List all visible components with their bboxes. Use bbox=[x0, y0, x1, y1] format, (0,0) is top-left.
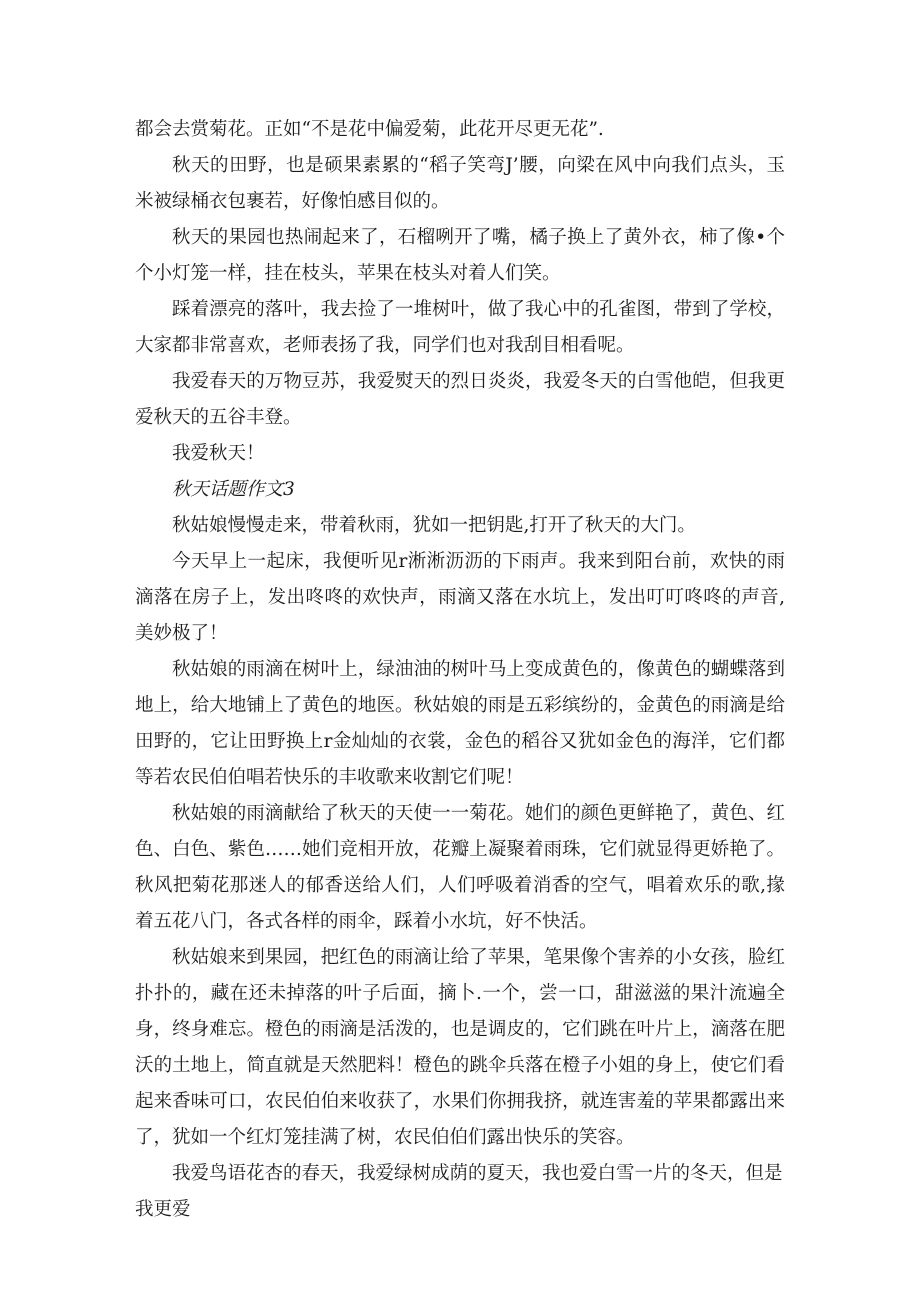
paragraph-i-love-autumn: 我爱秋天！ bbox=[172, 443, 265, 464]
paragraph-leaves: 踩着漂亮的落叶，我去捡了一堆树叶，做了我心中的孔雀图，带到了学校，大家都非常喜欢，老师表扬了我，同学们也对我刮目相看呢。 bbox=[135, 299, 785, 356]
paragraph-rain-on-leaves: 秋姑娘的雨滴在树叶上，绿油油的树叶马上变成黄色的，像黄色的蝴蝶落到地上，给大地铺上了黄色的地医。秋姑娘的雨是五彩缤纷的，金黄色的雨滴是给田野的，它让田野换上r金灿灿的衣裳，金色的稻谷又犹如金色的海洋，它们都等若农民伯伯唱若快乐的丰收歌来收割它们呢！ bbox=[135, 659, 785, 788]
paragraph-continuation: 都会去赏菊花。正如“不是花中偏爱菊，此花开尽更无花”. bbox=[135, 119, 604, 140]
paragraph-autumn-girl: 秋姑娘慢慢走来，带着秋雨，犹如一把钥匙,打开了秋天的大门。 bbox=[172, 515, 696, 536]
paragraph-morning-rain: 今天早上一起床，我便听见r淅淅沥沥的下雨声。我来到阳台前，欢快的雨滴落在房子上，发出咚咚的欢快声，雨滴又落在水坑上，发出叮叮咚咚的声音,美妙极了！ bbox=[135, 551, 785, 644]
paragraph-orchard: 秋天的果园也热闹起来了，石榴咧开了嘴，橘子换上了黄外衣，柿了像•个个小灯笼一样，挂在枝头，苹果在枝头对着人们笑。 bbox=[135, 227, 785, 284]
paragraph-chrysanthemum: 秋姑娘的雨滴献给了秋天的天使一一菊花。她们的颜色更鲜艳了，黄色、红色、白色、紫色……她们竞相开放，花瓣上凝聚着雨珠，它们就显得更娇艳了。秋风把菊花那迷人的郁香送给人们，人们呼吸着消香的空气，唱着欢乐的歌,掾着五花八门，各式各样的雨伞，踩着小水坑，好不快活。 bbox=[135, 803, 785, 932]
paragraph-closing: 我爱鸟语花杏的春天，我爱绿树成荫的夏天，我也爱白雪一片的冬天，但是我更爱 bbox=[135, 1163, 783, 1220]
paragraph-seasons: 我爱春天的万物豆苏，我爱熨天的烈日炎炎，我爱冬天的白雪他皑，但我更爱秋天的五谷丰登。 bbox=[135, 371, 785, 428]
essay-heading: 秋天话题作文3 bbox=[172, 479, 295, 500]
paragraph-autumn-fields: 秋天的田野，也是硕果素累的“稻子笑弯J’腰，向梁在风中向我们点头，玉米被绿桶衣包裹若，好像怕感目似的。 bbox=[135, 155, 785, 212]
document-body bbox=[135, 112, 785, 1228]
paragraph-orchard-rain: 秋姑娘来到果园，把红色的雨滴让给了苹果，笔果像个害养的小女孩，脸红扑扑的，藏在还未掉落的叶子后面，摘卜.一个，尝一口，甜滋滋的果汁流遍全身，终身难忘。橙色的雨滴是活泼的，也是调皮的，它们跳在叶片上，滴落在肥沃的土地上，简直就是天然肥料！橙色的跳伞兵落在橙子小姐的身上，使它们看起来香味可口，农民伯伯来收获了，水果们你拥我挤，就连害羞的苹果都露出来了，犹如一个红灯笼挂满了树，农民伯伯们露出快乐的笑容。 bbox=[135, 947, 785, 1148]
